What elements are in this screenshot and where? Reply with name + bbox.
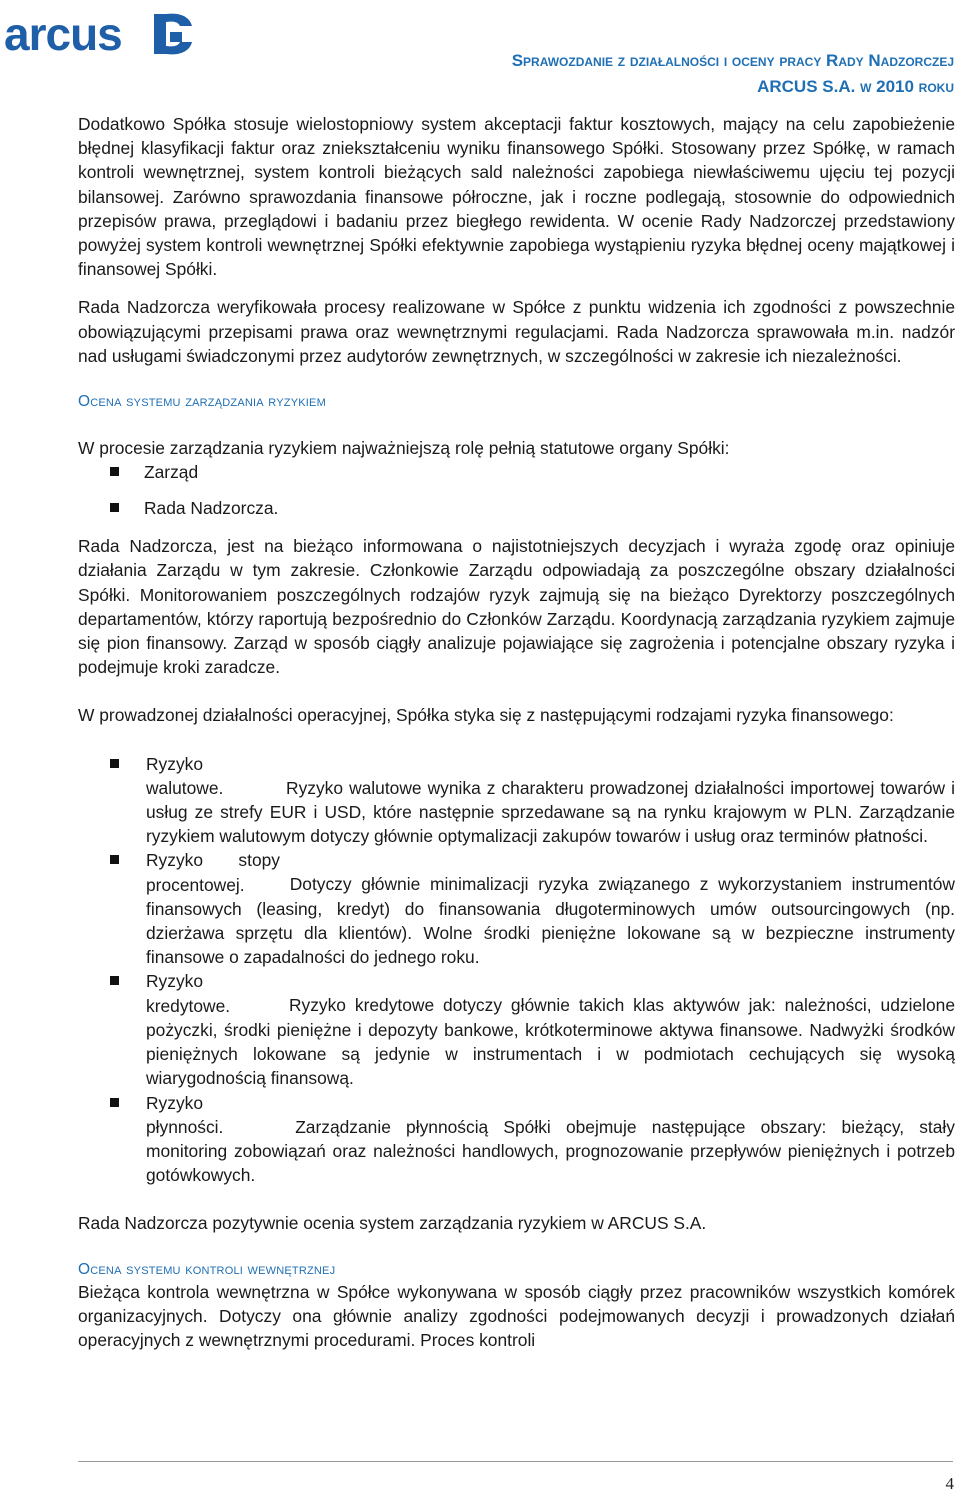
risk-name: Ryzyko stopy procentowej. [146, 850, 280, 895]
heading-risk-management: Ocena systemu zarządzania ryzykiem [78, 393, 326, 411]
risk-name: Ryzyko kredytowe. [146, 971, 231, 1016]
risk-name: Ryzyko walutowe. [146, 753, 224, 798]
paragraph-invoice-control: Dodatkowo Spółka stosuje wielostopniowy system akceptacji faktur kosztowych, mający na celu zapobieżenie błędnej klasyfikacji faktur oraz zniekształceniu wyniku finansowego Spółki. Stosowany przez Spółkę, w ramach kontroli wewnętrznej, system kontroli bieżących sald należności zapobiega niewłaściwemu ujęciu tej pozycji bilansowej. Zarówno sprawozdania finansowe półroczne, jak i roczne podlegają, stosownie do odpowiednich przepisów prawa, przeglądowi i badaniu przez biegłego rewidenta. W ocenie Rady Nadzorczej przedstawiony powyżej system kontroli wewnętrznej Spółki efektywnie zapobiega wystąpieniu ryzyka błędnej oceny majątkowej i finansowej Spółki. [78, 114, 955, 280]
paragraph-risk-assessment: Rada Nadzorcza pozytywnie ocenia system zarządzania ryzykiem w ARCUS S.A. [78, 1213, 707, 1234]
report-title-company: ARCUS S.A. [757, 77, 856, 96]
risk-item-credit [78, 969, 955, 1090]
list-item: Rada Nadzorcza. [78, 496, 955, 520]
report-title [512, 48, 954, 100]
heading-internal-control: Ocena systemu kontroli wewnętrznej [78, 1260, 336, 1278]
risk-description: Ryzyko kredytowe dotyczy głównie takich klas aktywów jak: należności, udzielone pożyczki, środki pieniężne i depozyty bankowe, krótkoterminowe aktywa finansowe. Nadwyżki środków pieniężnych lokowane są jedynie w instrumentach i w podmiotach cechujących się wysoką wiarygodnością finansową. [146, 995, 956, 1089]
list-item: Zarząd [78, 460, 955, 484]
page-number: 4 [945, 1474, 954, 1493]
paragraph-supervisory-board: Rada Nadzorcza, jest na bieżąco informowana o najistotniejszych decyzjach i wyraża zgodę oraz opiniuje działania Zarządu w tym zakresie. Członkowie Zarządu odpowiadają za poszczególne obszary działalności Spółki. Monitorowaniem poszczególnych rodzajów ryzyk zajmują się na bieżąco Dyrektorzy poszczególnych departamentów, którzy raportują bezpośrednio do Członków Zarządu. Koordynacją zarządzania ryzykiem zajmuje się pion finansowy. Zarząd w sposób ciągły analizuje pojawiające się zagrożenia i potencjalne obszary ryzyka i podejmuje kroki zaradcze. [78, 536, 955, 678]
risk-description: Ryzyko walutowe wynika z charakteru prowadzonej działalności importowej towarów i usług ze strefy EUR i USD, które następnie sprzedawane są na rynku krajowym w PLN. Zarządzanie ryzykiem walutowym dotyczy głównie optymalizacji zakupów towarów i usług oraz terminów płatności. [146, 777, 955, 847]
report-title-year: w 2010 roku [860, 77, 954, 96]
logo-mark [4, 6, 200, 58]
risk-item-currency [78, 752, 955, 849]
arcus-logo [4, 6, 200, 58]
risk-list [78, 752, 955, 1188]
risk-item-liquidity [78, 1091, 955, 1188]
risk-name: Ryzyko płynności. [146, 1092, 224, 1137]
paragraph-process-verification: Rada Nadzorcza weryfikowała procesy realizowane w Spółce z punktu widzenia ich zgodności z powszechnie obowiązującymi przepisami prawa oraz wewnętrznymi regulacjami. Rada Nadzorcza sprawowała m.in. nadzór nad usługami świadczonymi przez audytorów zewnętrznych, w szczególności w zakresie ich niezależności. [78, 297, 955, 366]
paragraph-risk-types-intro: W prowadzonej działalności operacyjnej, Spółka styka się z następującymi rodzajami ryzyka finansowego: [78, 705, 894, 726]
document-body [78, 112, 955, 1352]
logo-text: arcus [4, 8, 122, 58]
footer-divider [78, 1461, 953, 1462]
risk-description: Zarządzanie płynnością Spółki obejmuje następujące obszary: bieżący, stały monitoring zobowiązań oraz należności handlowych, prognozowanie przepływów pieniężnych i potrzeb gotówkowych. [146, 1116, 955, 1186]
report-title-line1: Sprawozdanie z działalności i oceny pracy Rady Nadzorczej [511, 51, 954, 70]
paragraph-internal-control: Bieżąca kontrola wewnętrzna w Spółce wykonywana w sposób ciągły przez pracowników wszystkich komórek organizacyjnych. Dotyczy ona głównie analizy zgodności podejmowanych decyzji i prowadzonych działań operacyjnych z wewnętrznymi procedurami. Proces kontroli [78, 1281, 955, 1350]
risk-description: Dotyczy głównie minimalizacji ryzyka związanego z wykorzystaniem instrumentów finansowych (leasing, kredyt) do finansowania długoterminowych umów outsourcingowych (np. dzierżawa sprzętu dla klientów). Wolne środki pieniężne lokowane są w bezpieczne instrumenty finansowe o zapadalności do jednego roku. [146, 874, 955, 968]
risk-item-interest-rate [78, 848, 955, 969]
organs-list [78, 460, 955, 520]
paragraph-statutory-organs: W procesie zarządzania ryzykiem najważniejszą rolę pełnią statutowe organy Spółki: [78, 438, 730, 459]
